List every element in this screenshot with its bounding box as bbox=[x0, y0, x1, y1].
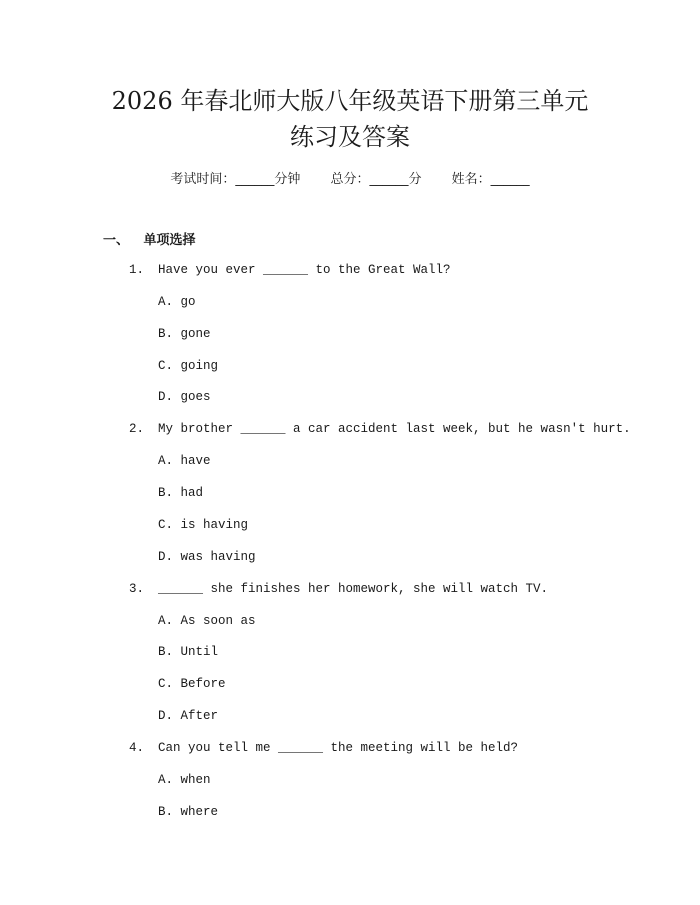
question-number: 2. bbox=[129, 422, 145, 436]
exam-info bbox=[0, 168, 700, 187]
question-number: 3. bbox=[129, 582, 145, 596]
question-option: D. was having bbox=[158, 550, 256, 564]
question-option: C. Before bbox=[158, 677, 226, 691]
exam-score: 总分：______分 bbox=[330, 172, 422, 187]
question-option: C. is having bbox=[158, 518, 249, 532]
document-title-line1: 2026 年春北师大版八年级英语下册第三单元 bbox=[111, 87, 589, 115]
question-text: My brother ______ a car accident last week, but he wasn't hurt. bbox=[158, 422, 631, 436]
question-option: B. where bbox=[158, 805, 219, 819]
question-option: A. have bbox=[158, 454, 211, 468]
question-option: C. going bbox=[158, 359, 219, 373]
question-option: A. when bbox=[158, 773, 211, 787]
question-option: B. had bbox=[158, 486, 204, 500]
exam-time: 考试时间：______分钟 bbox=[170, 172, 301, 187]
question-option: D. goes bbox=[158, 390, 211, 404]
question-option: A. go bbox=[158, 295, 196, 309]
question-text: Have you ever ______ to the Great Wall? bbox=[158, 263, 451, 277]
question-text: ______ she finishes her homework, she will watch TV. bbox=[158, 582, 549, 596]
question-number: 1. bbox=[129, 263, 145, 277]
question-text: Can you tell me ______ the meeting will be held? bbox=[158, 741, 519, 755]
document-title-line2: 练习及答案 bbox=[290, 123, 410, 151]
question-option: B. Until bbox=[158, 645, 219, 659]
exam-name: 姓名：______ bbox=[451, 172, 530, 187]
question-option: D. After bbox=[158, 709, 219, 723]
question-option: B. gone bbox=[158, 327, 211, 341]
question-number: 4. bbox=[129, 741, 145, 755]
question-option: A. As soon as bbox=[158, 614, 256, 628]
section-heading bbox=[103, 229, 196, 248]
section-title: 单项选择 bbox=[143, 233, 196, 248]
section-number: 一、 bbox=[103, 233, 130, 248]
